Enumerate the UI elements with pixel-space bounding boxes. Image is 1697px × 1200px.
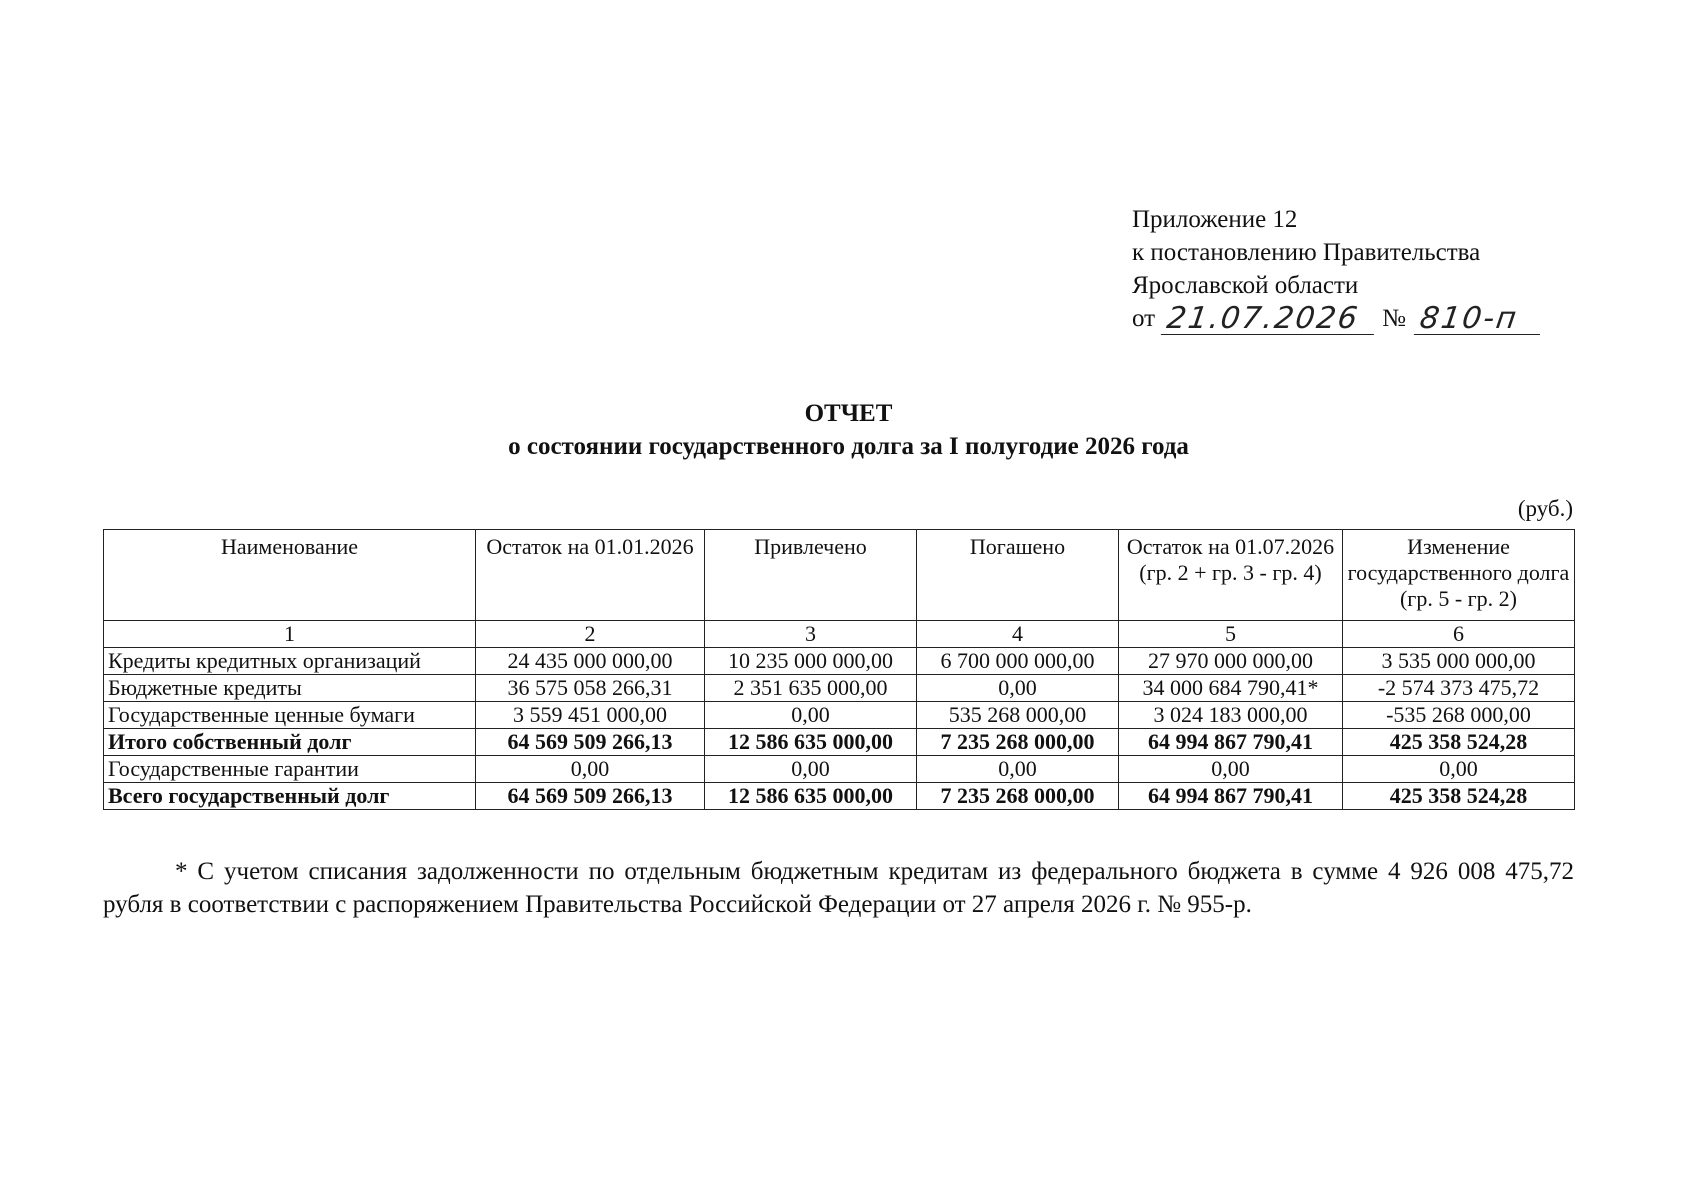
- table-cell: 12 586 635 000,00: [705, 783, 917, 810]
- handwritten-number: 810-п: [1414, 304, 1544, 335]
- table-cell: 27 970 000 000,00: [1119, 648, 1343, 675]
- table-cell: 64 994 867 790,41: [1119, 783, 1343, 810]
- row-name: Кредиты кредитных организаций: [104, 648, 476, 675]
- row-name: Государственные ценные бумаги: [104, 702, 476, 729]
- appendix-block: [1132, 203, 1612, 335]
- table-cell: 7 235 268 000,00: [917, 783, 1119, 810]
- appendix-resolution: к постановлению Правительства: [1132, 239, 1481, 266]
- table-cell: 0,00: [917, 675, 1119, 702]
- appendix-region: Ярославской области: [1132, 272, 1359, 299]
- appendix-title: Приложение 12: [1132, 206, 1298, 233]
- total-row: [104, 783, 1575, 810]
- table-cell: 0,00: [476, 756, 705, 783]
- table-row: [104, 648, 1575, 675]
- table-cell: 34 000 684 790,41*: [1119, 675, 1343, 702]
- table-cell: 0,00: [705, 702, 917, 729]
- column-header: Привлечено: [705, 530, 917, 621]
- table-cell: 64 994 867 790,41: [1119, 729, 1343, 756]
- report-title: ОТЧЕТ: [804, 400, 893, 427]
- table-cell: 12 586 635 000,00: [705, 729, 917, 756]
- column-number: 2: [476, 621, 705, 648]
- table-cell: 3 559 451 000,00: [476, 702, 705, 729]
- report-subtitle: о состоянии государственного долга за I полугодие 2026 года: [508, 433, 1189, 460]
- table-cell: 64 569 509 266,13: [476, 783, 705, 810]
- table-cell: -535 268 000,00: [1343, 702, 1575, 729]
- table-cell: 2 351 635 000,00: [705, 675, 917, 702]
- from-label: от: [1132, 305, 1156, 332]
- table-cell: -2 574 373 475,72: [1343, 675, 1575, 702]
- units-label: (руб.): [1517, 496, 1573, 521]
- table-cell: 3 024 183 000,00: [1119, 702, 1343, 729]
- debt-table: [103, 529, 1575, 810]
- row-name: Итого собственный долг: [104, 729, 476, 756]
- column-number: 5: [1119, 621, 1343, 648]
- table-row: [104, 702, 1575, 729]
- column-header: Изменение государственного долга (гр. 5 - гр. 2): [1343, 530, 1575, 621]
- appendix-date-line: [1132, 302, 1612, 335]
- table-cell: 36 575 058 266,31: [476, 675, 705, 702]
- table-cell: 10 235 000 000,00: [705, 648, 917, 675]
- table-cell: 24 435 000 000,00: [476, 648, 705, 675]
- table-cell: 425 358 524,28: [1343, 783, 1575, 810]
- table-cell: 535 268 000,00: [917, 702, 1119, 729]
- table-cell: 0,00: [1119, 756, 1343, 783]
- table-cell: 7 235 268 000,00: [917, 729, 1119, 756]
- column-number: 3: [705, 621, 917, 648]
- row-name: Бюджетные кредиты: [104, 675, 476, 702]
- table-row: [104, 675, 1575, 702]
- table-row: [104, 756, 1575, 783]
- column-header: Погашено: [917, 530, 1119, 621]
- column-number: 6: [1343, 621, 1575, 648]
- table-cell: 0,00: [917, 756, 1119, 783]
- table-cell: 64 569 509 266,13: [476, 729, 705, 756]
- column-header: Наименование: [104, 530, 476, 621]
- column-number: 1: [104, 621, 476, 648]
- table-cell: 425 358 524,28: [1343, 729, 1575, 756]
- column-number: 4: [917, 621, 1119, 648]
- table-header-row: [104, 530, 1575, 621]
- subtotal-row: [104, 729, 1575, 756]
- column-header: Остаток на 01.01.2026: [476, 530, 705, 621]
- column-number-row: [104, 621, 1575, 648]
- table-cell: 0,00: [1343, 756, 1575, 783]
- number-label: №: [1382, 305, 1406, 332]
- row-name: Государственные гарантии: [104, 756, 476, 783]
- footnote: * С учетом списания задолженности по отдельным бюджетным кредитам из федерального бюджета в сумме 4 926 008 475,72 рубля в соответствии с распоряжением Правительства Российской Федерации от 27 апреля 2026 г. № 955-р.: [103, 858, 1574, 918]
- handwritten-date: 21.07.2026: [1161, 304, 1378, 335]
- column-header: Остаток на 01.07.2026 (гр. 2 + гр. 3 - гр. 4): [1119, 530, 1343, 621]
- table-cell: 0,00: [705, 756, 917, 783]
- table-cell: 6 700 000 000,00: [917, 648, 1119, 675]
- table-cell: 3 535 000 000,00: [1343, 648, 1575, 675]
- row-name: Всего государственный долг: [104, 783, 476, 810]
